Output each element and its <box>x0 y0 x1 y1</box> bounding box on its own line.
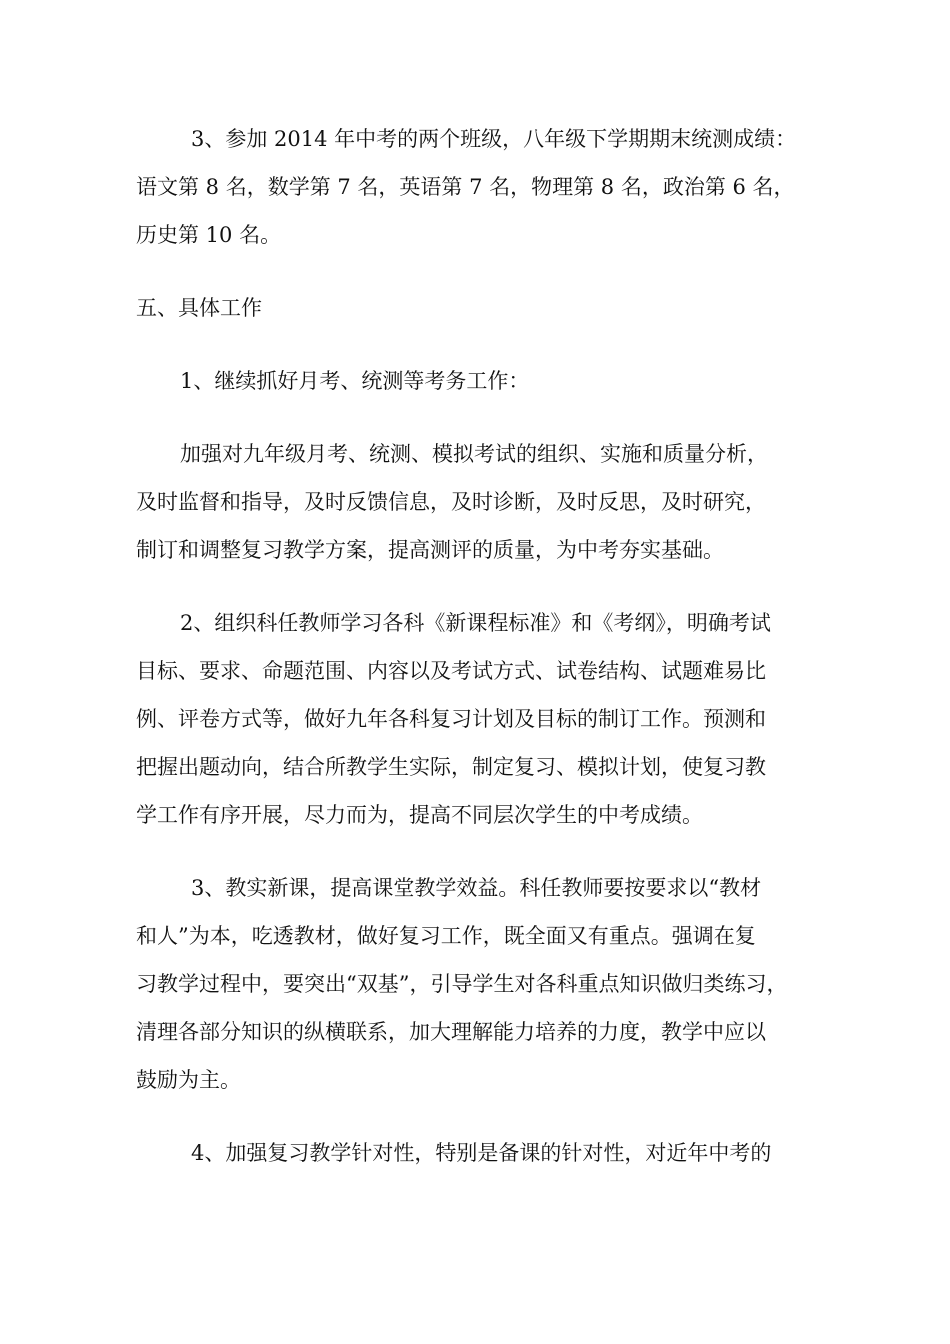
item-1-line-3: 制订和调整复习教学方案，提高测评的质量，为中考夯实基础。 <box>136 538 724 562</box>
item-1-heading: 1、继续抓好月考、统测等考务工作： <box>180 369 530 393</box>
item-2-line-3: 例、评卷方式等，做好九年各科复习计划及目标的制订工作。预测和 <box>136 707 766 731</box>
paragraph-3-line-3: 历史第 10 名。 <box>136 223 282 247</box>
item-1-line-2: 及时监督和指导，及时反馈信息，及时诊断，及时反思，及时研究， <box>136 490 766 514</box>
section-heading: 五、具体工作 <box>136 296 262 320</box>
item-3-line-3: 习教学过程中，要突出“双基”，引导学生对各科重点知识做归类练习， <box>136 972 788 996</box>
item-4-line-1: 4、加强复习教学针对性，特别是备课的针对性，对近年中考的 <box>191 1141 772 1165</box>
item-2-line-5: 学工作有序开展，尽力而为，提高不同层次学生的中考成绩。 <box>136 803 703 827</box>
item-3-line-1: 3、教实新课，提高课堂教学效益。科任教师要按要求以“教材 <box>191 876 762 900</box>
item-3-line-4: 清理各部分知识的纵横联系，加大理解能力培养的力度，教学中应以 <box>136 1020 766 1044</box>
paragraph-3-line-1: 3、参加 2014 年中考的两个班级，八年级下学期期末统测成绩： <box>191 127 797 151</box>
item-3-line-2: 和人”为本，吃透教材，做好复习工作，既全面又有重点。强调在复 <box>136 924 756 948</box>
item-1-line-1: 加强对九年级月考、统测、模拟考试的组织、实施和质量分析， <box>180 442 768 466</box>
item-3-line-5: 鼓励为主。 <box>136 1068 241 1092</box>
item-2-line-2: 目标、要求、命题范围、内容以及考试方式、试卷结构、试题难易比 <box>136 659 766 683</box>
item-2-line-1: 2、组织科任教师学习各科《新课程标准》和《考纲》，明确考试 <box>180 611 771 635</box>
paragraph-3-line-2: 语文第 8 名，数学第 7 名，英语第 7 名，物理第 8 名，政治第 6 名， <box>136 175 795 199</box>
item-2-line-4: 把握出题动向，结合所教学生实际，制定复习、模拟计划，使复习教 <box>136 755 766 779</box>
